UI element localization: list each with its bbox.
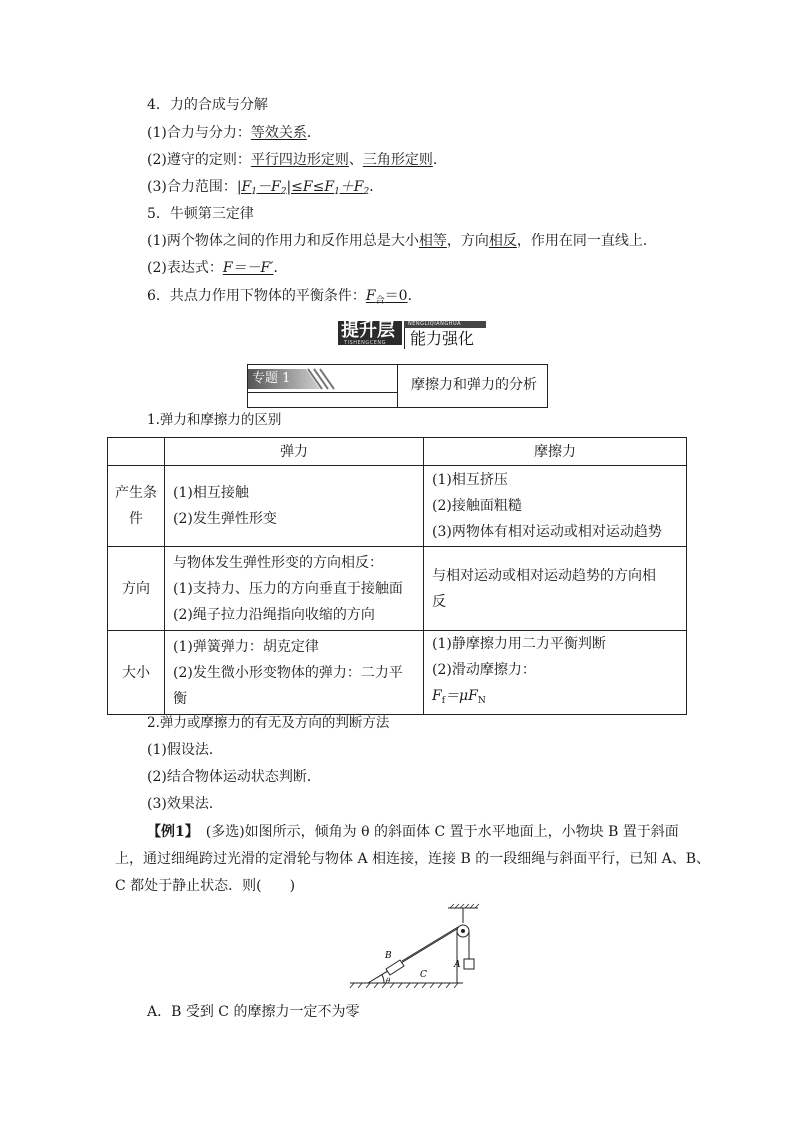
- table-header-elastic: 弹力: [165, 438, 424, 466]
- elastic-cell: 与物体发生弹性形变的方向相反： (1)支持力、压力的方向垂直于接触面 (2)绳子拉力沿绳指向收缩的方向: [165, 547, 424, 631]
- section5-line2: (2)表达式：F＝－F′．: [147, 260, 288, 276]
- table-row: [108, 466, 687, 547]
- row-label: 产生条件: [108, 466, 165, 547]
- banner-main-title: 提升层: [341, 320, 395, 341]
- section4-line2: (2)遵守的定则：平行四边形定则、三角形定则．: [147, 152, 447, 168]
- example-tag: 【例1】: [147, 824, 192, 840]
- row-label: 方向: [108, 547, 165, 631]
- judge-heading: 2.弹力或摩擦力的有无及方向的判断方法: [147, 715, 390, 731]
- elastic-cell: (1)相互接触 (2)发生弹性形变: [165, 466, 424, 547]
- table-row: [108, 631, 687, 715]
- table-header-blank: [108, 438, 165, 466]
- label-c: C: [420, 970, 427, 980]
- example-line1: 【例1】 (多选)如图所示，倾角为 θ 的斜面体 C 置于水平地面上，小物块 B 置于斜面: [147, 824, 679, 840]
- topic-title: 摩擦力和弹力的分析: [411, 377, 537, 393]
- section6-line: 6．共点力作用下物体的平衡条件：$F_合=0$．: [147, 288, 422, 306]
- example-line3: C 都处于静止状态．则( ): [115, 878, 296, 894]
- section4-line1: (1)合力与分力：等效关系．: [147, 125, 321, 141]
- elastic-cell: (1)弹簧弹力：胡克定律 (2)发生微小形变物体的弹力：二力平衡: [165, 631, 424, 715]
- judge-item: (1)假设法．: [147, 742, 223, 758]
- label-b: B: [385, 951, 392, 961]
- friction-cell: 与相对运动或相对运动趋势的方向相 反: [424, 547, 687, 631]
- table-title: 1.弹力和摩擦力的区别: [147, 412, 282, 428]
- section5-line1: (1)两个物体之间的作用力和反作用总是大小相等，方向相反，作用在同一直线上．: [147, 233, 657, 249]
- table-header-friction: 摩擦力: [424, 438, 687, 466]
- example-line2: 上，通过细绳跨过光滑的定滑轮与物体 A 相连接，连接 B 的一段细绳与斜面平行，已知 A、B、: [115, 851, 711, 867]
- table-header-row: [108, 438, 687, 466]
- section4-heading: 4．力的合成与分解: [147, 97, 268, 113]
- banner-pinyin-top: NENGLIQIANGHUA: [408, 321, 462, 327]
- section5-heading: 5．牛顿第三定律: [147, 206, 254, 222]
- topic-tag: 专题 1: [248, 365, 398, 393]
- banner-sub-title: 能力强化: [410, 329, 475, 348]
- comparison-table: [107, 437, 687, 715]
- level-banner: [338, 318, 488, 350]
- row-label: 大小: [108, 631, 165, 715]
- friction-cell: (1)静摩擦力用二力平衡判断 (2)滑动摩擦力： $F_f=\mu F_N$: [424, 631, 687, 715]
- table-row: [108, 547, 687, 631]
- label-theta: θ: [386, 977, 391, 985]
- section4-line3: (3)合力范围：$|F_1-F_2|\le F\le F_1+F_2$．: [147, 179, 384, 197]
- friction-cell: (1)相互挤压 (2)接触面粗糙 (3)两物体有相对运动或相对运动趋势: [424, 466, 687, 547]
- incline-pulley-figure: [340, 903, 490, 995]
- judge-item: (2)结合物体运动状态判断．: [147, 769, 321, 785]
- label-a: A: [454, 960, 461, 970]
- judge-item: (3)效果法．: [147, 796, 223, 812]
- banner-pinyin-bottom: TISHENGCENG: [344, 340, 387, 346]
- topic-box: [247, 364, 548, 408]
- resultant-range-formula: $|F_1-F_2|\le F\le F_1+F_2$: [236, 179, 370, 197]
- option-a: A．B 受到 C 的摩擦力一定不为零: [147, 1004, 360, 1020]
